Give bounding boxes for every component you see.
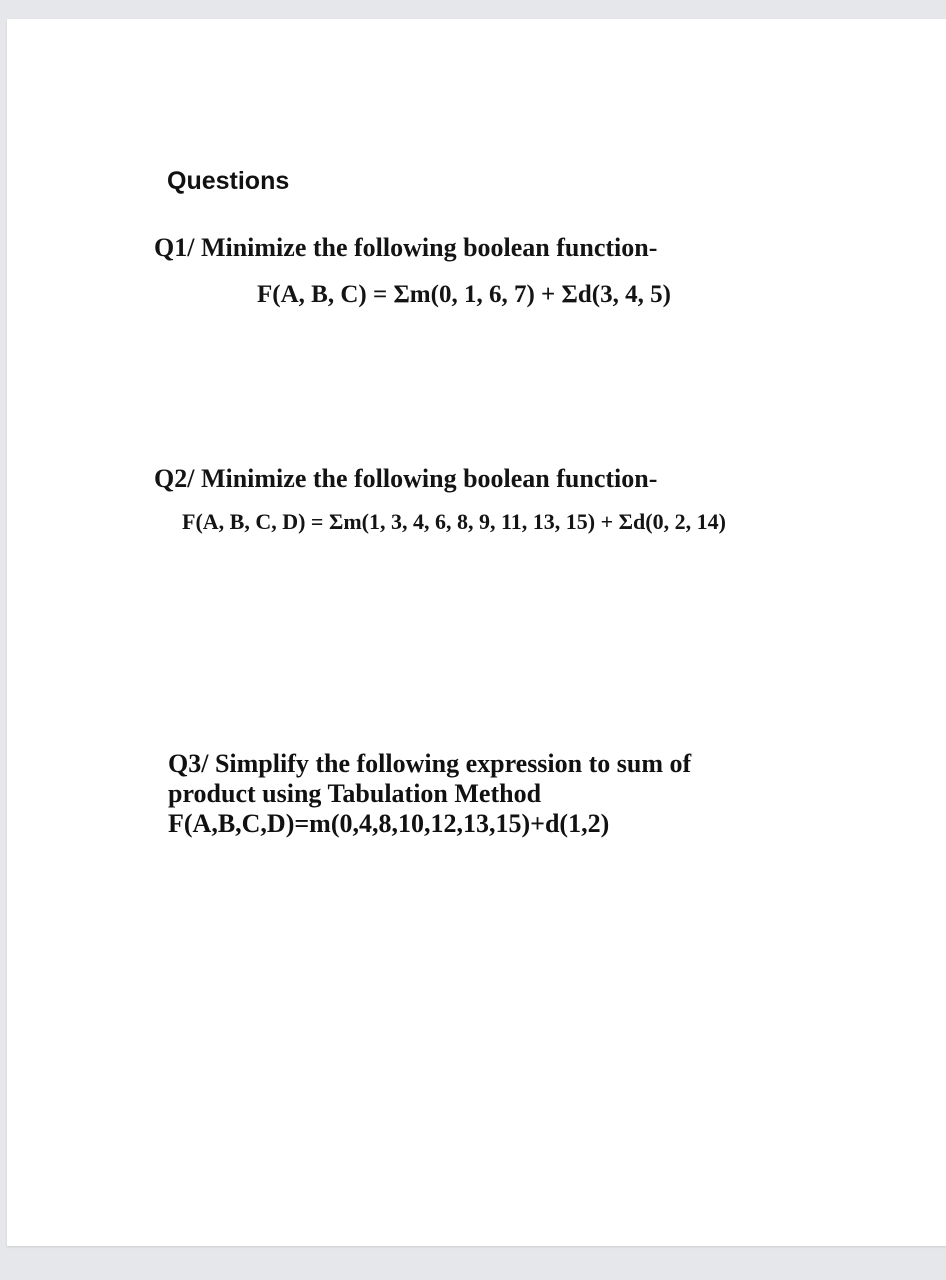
question-3-line-2: product using Tabulation Method	[168, 779, 542, 808]
question-2-title: Q2/ Minimize the following boolean function-	[154, 464, 658, 493]
page-heading: Questions	[167, 167, 290, 195]
question-2-expression: F(A, B, C, D) = Σm(1, 3, 4, 6, 8, 9, 11, 13, 15) + Σd(0, 2, 14)	[182, 509, 726, 534]
question-3	[168, 749, 691, 839]
question-3-line-1: Q3/ Simplify the following expression to sum of	[168, 749, 692, 778]
document-page	[7, 19, 946, 1246]
question-1-title: Q1/ Minimize the following boolean function-	[154, 233, 658, 262]
question-1-expression: F(A, B, C) = Σm(0, 1, 6, 7) + Σd(3, 4, 5)	[257, 281, 671, 308]
question-3-expression: F(A,B,C,D)=m(0,4,8,10,12,13,15)+d(1,2)	[168, 809, 610, 838]
